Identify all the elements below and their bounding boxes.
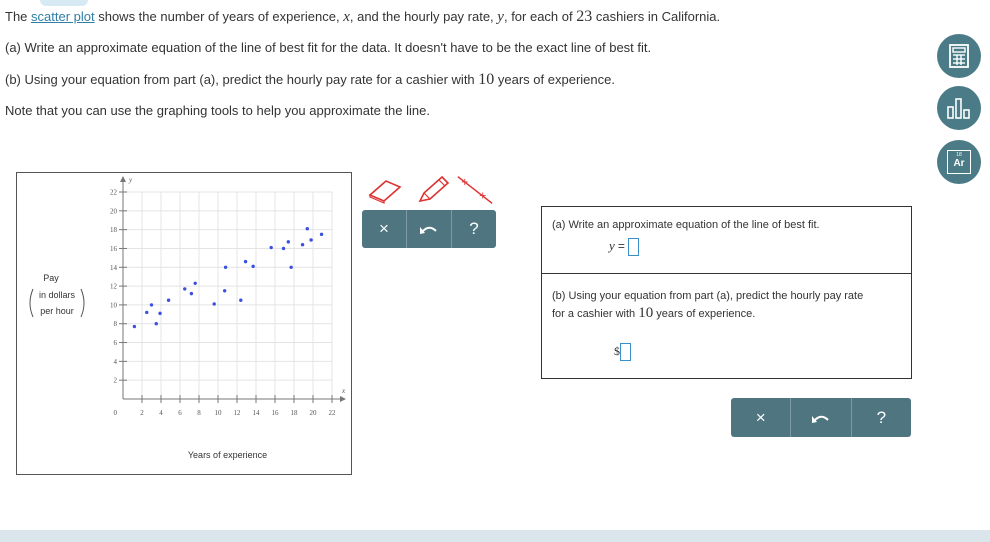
question-part-b-years: 10 — [478, 71, 495, 88]
question-intro — [5, 8, 720, 26]
part-a-prompt: (a) Write an approximate equation of the line of best fit. — [552, 219, 820, 231]
x-tick-label: 8 — [197, 409, 201, 417]
data-point — [145, 311, 148, 314]
data-point — [158, 312, 161, 315]
pencil-icon — [412, 175, 452, 205]
footer-bar — [0, 530, 990, 542]
answer-help-button[interactable]: ? — [876, 407, 887, 427]
y-tick-label: 12 — [110, 282, 117, 291]
scatter-plot-link[interactable]: scatter plot — [31, 9, 95, 24]
line-tool-icon — [455, 173, 495, 207]
data-point — [133, 325, 136, 328]
svg-text:+: + — [460, 177, 469, 189]
var-x: x — [343, 9, 350, 25]
question-part-a: (a) Write an approximate equation of the line of best fit for the data. It doesn't have to be the exact line of best fit. — [5, 40, 652, 55]
bar-chart-icon — [946, 96, 972, 120]
data-point — [224, 266, 227, 269]
paren-right — [81, 289, 84, 317]
x-axis-letter: x — [342, 387, 346, 395]
question-intro-middle2: , and the hourly pay rate, — [349, 9, 498, 24]
pencil-tool[interactable] — [412, 174, 452, 206]
x-tick-label: 22 — [328, 409, 336, 417]
question-part-b — [5, 71, 615, 89]
data-chart-button[interactable] — [937, 86, 981, 130]
y-axis-label-line3: per hour — [40, 306, 74, 316]
question-intro-middle3: , for each of — [503, 9, 577, 24]
data-point — [244, 260, 247, 263]
undo-icon — [419, 223, 439, 235]
data-point — [287, 240, 290, 243]
question-intro-middle: shows the number of years of experience, — [94, 9, 344, 24]
y-axis-label-line2: in dollars — [38, 290, 76, 300]
periodic-table-button[interactable] — [937, 140, 981, 184]
data-point — [282, 247, 285, 250]
scatter-plot-svg[interactable] — [17, 173, 351, 474]
answer-divider — [542, 273, 911, 274]
y-axis-arrow — [120, 176, 126, 182]
data-point — [167, 299, 170, 302]
part-a-equation — [609, 238, 639, 256]
y-tick-label: 22 — [110, 188, 117, 197]
y-tick-label: 8 — [113, 320, 117, 329]
data-point — [320, 233, 323, 236]
data-point — [270, 246, 273, 249]
data-point — [289, 266, 292, 269]
data-point — [213, 302, 216, 305]
y-tick-label: 16 — [110, 244, 117, 253]
question-part-b-suffix: years of experience. — [494, 72, 615, 87]
eraser-icon — [366, 175, 406, 205]
origin-label: 0 — [113, 409, 117, 417]
data-point — [190, 292, 193, 295]
x-axis-label: Years of experience — [187, 450, 268, 460]
var-y: y — [497, 9, 504, 25]
data-point — [251, 265, 254, 268]
svg-text:+: + — [478, 190, 487, 202]
part-b-answer — [614, 343, 631, 361]
question-part-b-prefix: (b) Using your equation from part (a), predict the hourly pay rate for a cashier with — [5, 72, 479, 87]
paren-left — [30, 289, 33, 317]
graph-help-button[interactable]: ? — [469, 219, 479, 238]
y-tick-label: 18 — [110, 226, 117, 235]
data-point — [309, 238, 312, 241]
part-a-answer-input[interactable] — [628, 238, 639, 256]
question-note: Note that you can use the graphing tools to help you approximate the line. — [5, 103, 430, 118]
x-tick-label: 16 — [271, 409, 279, 417]
top-tab-decoration — [40, 0, 88, 6]
y-tick-label: 4 — [113, 357, 117, 366]
calculator-icon — [948, 44, 970, 68]
answer-panel — [541, 206, 912, 379]
periodic-number: 18 — [956, 152, 962, 158]
data-point — [223, 289, 226, 292]
cashier-count: 23 — [576, 8, 593, 25]
x-tick-label: 18 — [290, 409, 298, 417]
x-tick-label: 12 — [233, 409, 241, 417]
line-tool[interactable] — [455, 174, 495, 206]
graph-undo-button[interactable] — [407, 210, 452, 248]
part-b-suffix: years of experience. — [653, 308, 756, 320]
data-point — [194, 282, 197, 285]
part-a-y-var: y — [609, 238, 615, 253]
x-tick-label: 20 — [309, 409, 317, 417]
part-b-prefix: for a cashier with — [552, 308, 639, 320]
y-tick-label: 14 — [110, 263, 117, 272]
question-intro-prefix: The — [5, 9, 32, 24]
undo-icon — [811, 412, 831, 424]
part-b-answer-input[interactable] — [620, 343, 631, 361]
question-intro-suffix: cashiers in California. — [592, 9, 721, 24]
x-tick-label: 4 — [159, 409, 163, 417]
calculator-button[interactable] — [937, 34, 981, 78]
periodic-element-icon — [947, 150, 971, 174]
scatter-graph[interactable] — [16, 172, 352, 475]
graph-toolbar — [362, 210, 496, 248]
part-b-years: 10 — [638, 305, 654, 321]
x-axis-arrow — [340, 396, 346, 402]
y-tick-label: 6 — [113, 339, 117, 348]
data-point — [301, 243, 304, 246]
y-tick-label: 20 — [110, 207, 117, 216]
x-tick-label: 6 — [178, 409, 182, 417]
y-tick-label: 2 — [113, 376, 117, 385]
y-tick-label: 10 — [110, 301, 117, 310]
dollar-sign: $ — [614, 343, 620, 358]
data-point — [239, 299, 242, 302]
data-point — [150, 303, 153, 306]
answer-toolbar — [731, 398, 911, 437]
part-a-equals: = — [617, 239, 625, 253]
x-tick-label: 2 — [140, 409, 144, 417]
data-point — [306, 227, 309, 230]
answer-undo-button[interactable] — [791, 398, 851, 437]
x-tick-label: 14 — [252, 409, 260, 417]
eraser-tool[interactable] — [366, 174, 406, 206]
periodic-symbol: Ar — [953, 158, 965, 169]
y-axis-label-line1: Pay — [43, 273, 59, 283]
x-tick-label: 10 — [214, 409, 222, 417]
part-b-prompt-line1: (b) Using your equation from part (a), predict the hourly pay rate — [552, 290, 864, 302]
answer-clear-button[interactable]: × — [731, 398, 791, 437]
part-b-prompt-line2 — [552, 305, 755, 322]
data-point — [183, 287, 186, 290]
y-axis-letter: y — [129, 176, 133, 184]
data-point — [155, 322, 158, 325]
graph-clear-button[interactable]: × — [362, 210, 407, 248]
